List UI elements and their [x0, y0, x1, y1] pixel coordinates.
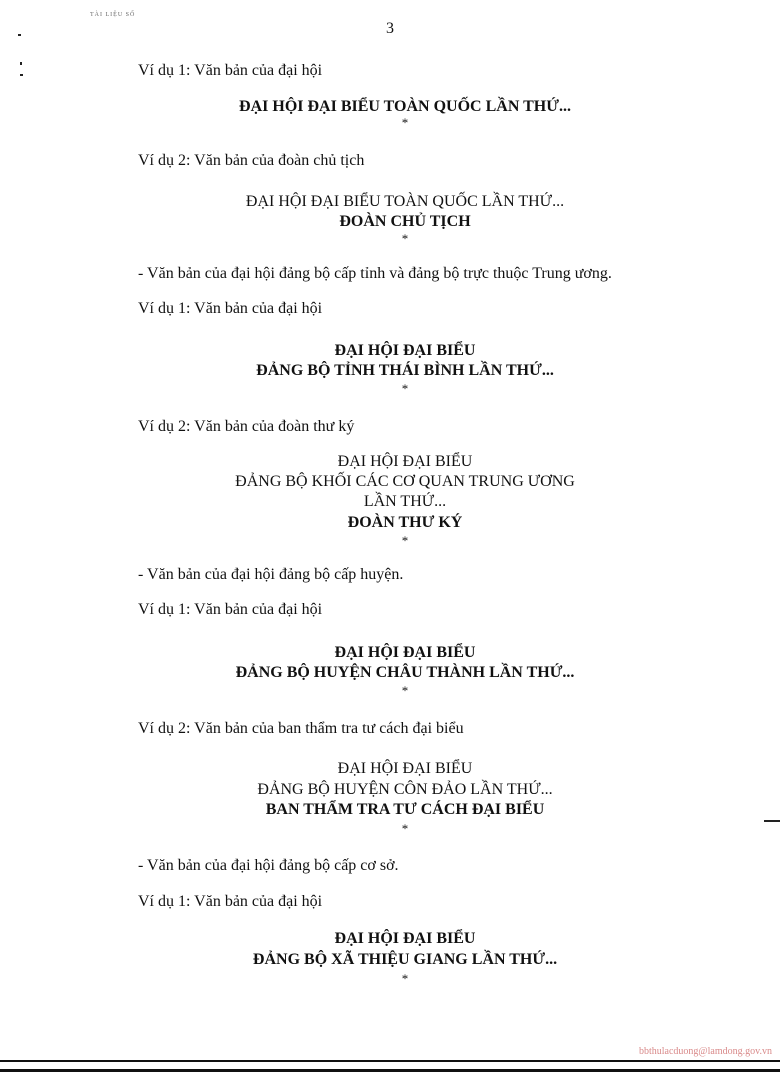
footer-rule — [0, 1069, 780, 1072]
heading-line: ĐẠI HỘI ĐẠI BIỂU — [334, 930, 476, 947]
heading-line: ĐẠI HỘI ĐẠI BIỂU — [334, 342, 476, 359]
section-heading: - Văn bản của đại hội đảng bộ cấp tỉnh và đảng bộ trực thuộc Trung ương. — [138, 265, 612, 282]
heading-line: ĐẢNG BỘ HUYỆN CÔN ĐẢO LẦN THỨ... — [257, 781, 553, 798]
page-number: 3 — [386, 20, 394, 37]
asterisk: * — [401, 231, 409, 246]
example-intro: Ví dụ 1: Văn bản của đại hội — [138, 62, 323, 79]
example-intro: Ví dụ 2: Văn bản của ban thẩm tra tư cách đại biểu — [138, 720, 464, 737]
heading-line: BAN THẨM TRA TƯ CÁCH ĐẠI BIỂU — [265, 801, 545, 818]
asterisk: * — [401, 971, 409, 986]
heading-line: ĐẢNG BỘ TỈNH THÁI BÌNH LẦN THỨ... — [256, 362, 554, 379]
heading-line: ĐẠI HỘI ĐẠI BIỂU — [337, 760, 473, 777]
scan-mark — [20, 62, 22, 65]
example-intro: Ví dụ 2: Văn bản của đoàn thư ký — [138, 418, 355, 435]
heading-line: ĐẠI HỘI ĐẠI BIỂU TOÀN QUỐC LẦN THỨ... — [239, 98, 571, 115]
asterisk: * — [401, 683, 409, 698]
heading-line: ĐẠI HỘI ĐẠI BIỂU — [334, 644, 476, 661]
asterisk: * — [401, 533, 409, 548]
example-intro: Ví dụ 2: Văn bản của đoàn chủ tịch — [138, 152, 365, 169]
example-intro: Ví dụ 1: Văn bản của đại hội — [138, 893, 323, 910]
heading-line: ĐẢNG BỘ KHỐI CÁC CƠ QUAN TRUNG ƯƠNG — [235, 473, 575, 490]
heading-line: ĐẠI HỘI ĐẠI BIỂU — [337, 453, 473, 470]
heading-line: LẦN THỨ... — [363, 493, 447, 510]
heading-line: ĐẢNG BỘ HUYỆN CHÂU THÀNH LẦN THỨ... — [235, 664, 575, 681]
watermark-email: bbthulacduong@lamdong.gov.vn — [639, 1046, 772, 1057]
asterisk: * — [401, 821, 409, 836]
example-intro: Ví dụ 1: Văn bản của đại hội — [138, 300, 323, 317]
asterisk: * — [401, 115, 409, 130]
heading-line: ĐẠI HỘI ĐẠI BIỂU TOÀN QUỐC LẦN THỨ... — [245, 193, 565, 210]
scan-mark — [20, 74, 23, 76]
footer-rule — [0, 1060, 780, 1062]
section-heading: - Văn bản của đại hội đảng bộ cấp cơ sở. — [138, 857, 399, 874]
section-heading: - Văn bản của đại hội đảng bộ cấp huyện. — [138, 566, 404, 583]
heading-line: ĐOÀN THƯ KÝ — [347, 514, 463, 531]
asterisk: * — [401, 381, 409, 396]
scan-mark — [18, 34, 21, 36]
example-intro: Ví dụ 1: Văn bản của đại hội — [138, 601, 323, 618]
header-stamp: TÀI LIỆU SỐ — [90, 12, 136, 18]
heading-line: ĐẢNG BỘ XÃ THIỆU GIANG LẦN THỨ... — [252, 951, 558, 968]
heading-line: ĐOÀN CHỦ TỊCH — [339, 213, 471, 230]
